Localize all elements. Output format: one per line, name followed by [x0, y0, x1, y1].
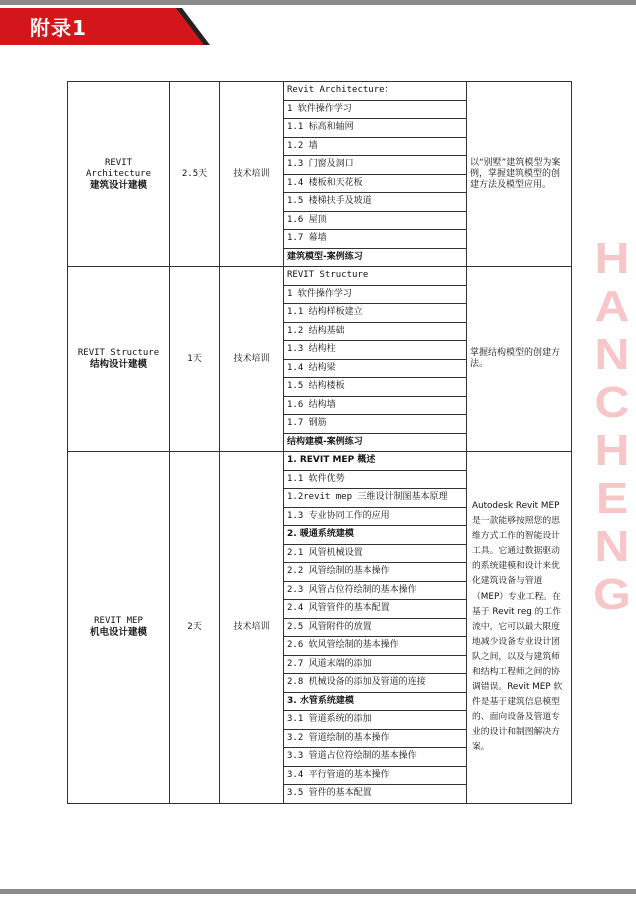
table-row [68, 82, 572, 101]
content-item-cell: 1.6 屋顶 [284, 211, 467, 230]
training-goal-cell: 以“别墅”建筑模型为案例，掌握建筑模型的创建方法及模型应用。 [467, 82, 572, 267]
content-item-cell: 1.2revit mep 三维设计制图基本原理 [284, 489, 467, 508]
content-item-cell: 1.1 标高和轴网 [284, 119, 467, 138]
content-item-cell: 2.8 机械设备的添加及管道的连接 [284, 674, 467, 693]
course-name-cell [68, 452, 170, 804]
content-item-cell: 3.5 管件的基本配置 [284, 785, 467, 804]
content-item-cell: 3. 水管系统建模 [284, 692, 467, 711]
content-item-cell: 1.1 结构样板建立 [284, 304, 467, 323]
content-item-cell: 3.3 管道占位符绘制的基本操作 [284, 748, 467, 767]
content-item-cell: 3.4 平行管道的基本操作 [284, 766, 467, 785]
training-goal-cell: 掌握结构模型的创建方法。 [467, 267, 572, 452]
watermark-letter: N [594, 330, 630, 379]
content-item-cell: 1.4 结构梁 [284, 359, 467, 378]
content-item-cell: 结构建模-案例练习 [284, 433, 467, 452]
content-item-cell: 1.3 专业协同工作的应用 [284, 507, 467, 526]
course-name-en: REVIT MEP [94, 616, 143, 627]
content-item-cell: 1.7 钢筋 [284, 415, 467, 434]
training-schedule-table [67, 81, 572, 804]
table-row [68, 452, 572, 471]
content-item-cell: REVIT Structure [284, 267, 467, 286]
watermark-letter: E [595, 474, 629, 523]
content-item-cell: 1 软件操作学习 [284, 100, 467, 119]
content-item-cell: 2.1 风管机械设置 [284, 544, 467, 563]
content-item-cell: 建筑模型-案例练习 [284, 248, 467, 267]
content-item-cell: 1.5 结构楼板 [284, 378, 467, 397]
content-item-cell: 2. 暖通系统建模 [284, 526, 467, 545]
content-item-cell: 1.7 幕墙 [284, 230, 467, 249]
training-type-cell: 技术培训 [220, 82, 284, 267]
table-row [68, 267, 572, 286]
course-name-cell [68, 267, 170, 452]
course-name-cell [68, 82, 170, 267]
content-item-cell: 2.7 风道末端的添加 [284, 655, 467, 674]
training-type-cell: 技术培训 [220, 452, 284, 804]
content-item-cell: 3.1 管道系统的添加 [284, 711, 467, 730]
watermark [586, 235, 636, 619]
watermark-letter: N [594, 522, 630, 571]
top-rule [0, 0, 636, 5]
content-item-cell: 2.2 风管绘制的基本操作 [284, 563, 467, 582]
content-item-cell: 2.4 风管管件的基本配置 [284, 600, 467, 619]
watermark-letter: H [594, 426, 630, 475]
content-item-cell: 1.5 楼梯扶手及坡道 [284, 193, 467, 212]
content-item-cell: 1.2 结构基础 [284, 322, 467, 341]
content-item-cell: 2.5 风管附件的放置 [284, 618, 467, 637]
training-type-cell: 技术培训 [220, 267, 284, 452]
content-item-cell: 2.3 风管占位符绘制的基本操作 [284, 581, 467, 600]
content-item-cell: 1.1 软件优势 [284, 470, 467, 489]
content-item-cell: 3.2 管道绘制的基本操作 [284, 729, 467, 748]
page-title: 附录1 [30, 16, 87, 40]
content-item-cell: 1 软件操作学习 [284, 285, 467, 304]
duration-cell: 2.5天 [170, 82, 220, 267]
content-item-cell: 1.2 墙 [284, 137, 467, 156]
course-name-en: REVIT Architecture [85, 157, 152, 179]
duration-cell: 2天 [170, 452, 220, 804]
watermark-letter: A [594, 282, 630, 331]
course-name-cn: 建筑设计建模 [89, 179, 147, 191]
course-name-cn: 机电设计建模 [89, 627, 147, 639]
watermark-letter: C [594, 378, 630, 427]
content-item-cell: 1.6 结构墙 [284, 396, 467, 415]
content-item-cell: Revit Architecture： [284, 82, 467, 101]
watermark-letter: G [593, 570, 631, 619]
training-goal-cell: Autodesk Revit MEP 是一款能够按照您的思维方式工作的智能设计工具。它通过数据驱动的系统建模和设计来优化建筑设备与管道（MEP）专业工程。在基于 Revit reg 的工作流中，它可以最大限度地减少设备专业设计团队之间，以及与建筑师和结构工程师之间的协调错误。Revit MEP 软件是基于建筑信息模型的、面向设备及管道专业的设计和制图解决方案。 [467, 452, 572, 804]
content-item-cell: 1.4 楼板和天花板 [284, 174, 467, 193]
content-item-cell: 1. REVIT MEP 概述 [284, 452, 467, 471]
table-body [68, 82, 572, 804]
course-name-cn: 结构设计建模 [89, 359, 147, 370]
bottom-rule [0, 889, 636, 894]
content-item-cell: 1.3 门窗及洞口 [284, 156, 467, 175]
course-name-en: REVIT Structure [77, 348, 160, 358]
watermark-letter: H [594, 234, 630, 283]
content-item-cell: 2.6 软风管绘制的基本操作 [284, 637, 467, 656]
content-item-cell: 1.3 结构柱 [284, 341, 467, 360]
duration-cell: 1天 [170, 267, 220, 452]
